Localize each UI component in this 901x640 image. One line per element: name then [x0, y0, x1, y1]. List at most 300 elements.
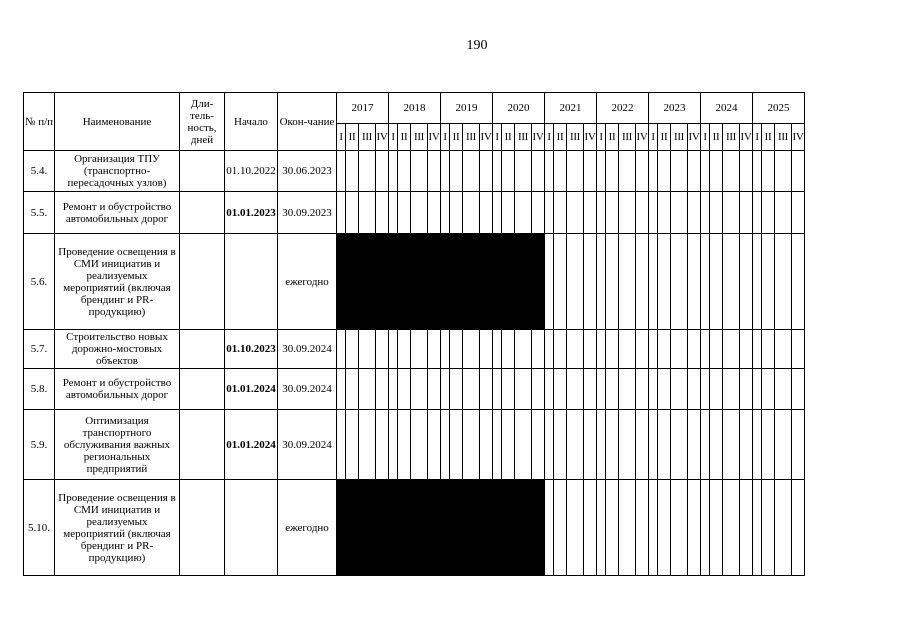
gantt-cell [606, 192, 619, 234]
quarter-header: I [441, 124, 450, 151]
gantt-cell [493, 330, 502, 369]
gantt-cell [762, 151, 775, 192]
gantt-cell [389, 410, 398, 480]
gantt-cell [636, 369, 649, 410]
row-duration [180, 192, 225, 234]
gantt-cell [753, 151, 762, 192]
gantt-cell [649, 369, 658, 410]
gantt-cell [337, 330, 346, 369]
gantt-cell [753, 410, 762, 480]
row-number: 5.6. [24, 234, 55, 330]
gantt-cell [688, 151, 701, 192]
quarter-header: IV [584, 124, 597, 151]
gantt-cell [502, 151, 515, 192]
gantt-cell [346, 369, 359, 410]
gantt-bar-cell [428, 234, 441, 330]
gantt-cell [545, 410, 554, 480]
gantt-cell [389, 330, 398, 369]
gantt-cell [398, 192, 411, 234]
gantt-cell [515, 151, 532, 192]
gantt-cell [554, 480, 567, 576]
gantt-cell [597, 330, 606, 369]
gantt-cell [428, 151, 441, 192]
gantt-cell [567, 192, 584, 234]
gantt-cell [502, 410, 515, 480]
gantt-cell [376, 151, 389, 192]
gantt-cell [606, 369, 619, 410]
gantt-cell [337, 369, 346, 410]
gantt-cell [597, 151, 606, 192]
quarter-header: III [567, 124, 584, 151]
gantt-cell [532, 330, 545, 369]
gantt-cell [545, 369, 554, 410]
row-end-date: 30.09.2023 [278, 192, 337, 234]
gantt-cell [723, 234, 740, 330]
table-row [24, 330, 805, 369]
gantt-cell [671, 410, 688, 480]
row-end-date: ежегодно [278, 234, 337, 330]
quarter-header: I [649, 124, 658, 151]
gantt-cell [710, 369, 723, 410]
gantt-bar-cell [480, 480, 493, 576]
quarter-header: III [619, 124, 636, 151]
gantt-cell [658, 369, 671, 410]
gantt-cell [762, 369, 775, 410]
quarter-header: IV [740, 124, 753, 151]
gantt-bar-cell [532, 234, 545, 330]
gantt-cell [658, 330, 671, 369]
gantt-cell [346, 410, 359, 480]
gantt-cell [428, 330, 441, 369]
gantt-bar-cell [428, 480, 441, 576]
gantt-bar-cell [411, 234, 428, 330]
row-number: 5.9. [24, 410, 55, 480]
page-number: 190 [466, 38, 488, 53]
gantt-bar-cell [346, 480, 359, 576]
gantt-cell [545, 330, 554, 369]
gantt-cell [792, 369, 805, 410]
gantt-cell [740, 192, 753, 234]
gantt-cell [502, 369, 515, 410]
gantt-cell [723, 330, 740, 369]
gantt-cell [658, 192, 671, 234]
quarter-header: II [606, 124, 619, 151]
quarter-header: II [762, 124, 775, 151]
header-start: Начало [225, 93, 278, 151]
gantt-cell [671, 234, 688, 330]
gantt-cell [480, 151, 493, 192]
table-row [24, 480, 805, 576]
gantt-cell [545, 192, 554, 234]
gantt-cell [606, 480, 619, 576]
quarter-header: II [346, 124, 359, 151]
gantt-cell [493, 151, 502, 192]
row-name: Ремонт и обустройство автомобильных дорог [55, 369, 180, 410]
gantt-cell [411, 151, 428, 192]
gantt-bar-cell [398, 234, 411, 330]
gantt-cell [671, 330, 688, 369]
gantt-cell [775, 151, 792, 192]
quarter-header: IV [688, 124, 701, 151]
gantt-cell [753, 330, 762, 369]
year-header: 2017 [337, 93, 389, 124]
gantt-cell [775, 410, 792, 480]
gantt-cell [649, 480, 658, 576]
gantt-bar-cell [376, 480, 389, 576]
gantt-cell [567, 330, 584, 369]
gantt-bar-cell [411, 480, 428, 576]
year-header: 2018 [389, 93, 441, 124]
gantt-cell [792, 410, 805, 480]
gantt-cell [389, 151, 398, 192]
gantt-cell [762, 192, 775, 234]
gantt-cell [359, 151, 376, 192]
gantt-cell [584, 330, 597, 369]
row-end-date: 30.06.2023 [278, 151, 337, 192]
gantt-cell [441, 369, 450, 410]
quarter-header: II [554, 124, 567, 151]
gantt-cell [658, 410, 671, 480]
gantt-cell [619, 480, 636, 576]
gantt-cell [723, 369, 740, 410]
gantt-cell [359, 369, 376, 410]
quarter-header: I [597, 124, 606, 151]
gantt-bar-cell [493, 480, 502, 576]
quarter-header: I [337, 124, 346, 151]
table-row [24, 410, 805, 480]
gantt-cell [649, 151, 658, 192]
gantt-cell [597, 234, 606, 330]
gantt-cell [710, 151, 723, 192]
gantt-cell [597, 480, 606, 576]
gantt-cell [606, 330, 619, 369]
gantt-cell [701, 480, 710, 576]
gantt-cell [337, 151, 346, 192]
gantt-cell [740, 410, 753, 480]
row-name: Ремонт и обустройство автомобильных дорог [55, 192, 180, 234]
gantt-cell [554, 369, 567, 410]
gantt-bar-cell [337, 234, 346, 330]
gantt-cell [671, 480, 688, 576]
quarter-header: III [723, 124, 740, 151]
gantt-cell [480, 330, 493, 369]
gantt-bar-cell [389, 234, 398, 330]
gantt-cell [337, 410, 346, 480]
row-duration [180, 234, 225, 330]
gantt-cell [710, 234, 723, 330]
gantt-cell [359, 192, 376, 234]
gantt-cell [740, 330, 753, 369]
gantt-cell [567, 410, 584, 480]
gantt-cell [584, 480, 597, 576]
year-header-row [24, 93, 805, 124]
year-header: 2022 [597, 93, 649, 124]
gantt-cell [359, 410, 376, 480]
gantt-cell [762, 410, 775, 480]
table-row [24, 369, 805, 410]
gantt-cell [411, 330, 428, 369]
header-duration: Дли-тель-ность, дней [180, 93, 225, 151]
row-name: Оптимизация транспортного обслуживания важных региональных предприятий [55, 410, 180, 480]
gantt-cell [710, 330, 723, 369]
gantt-cell [619, 192, 636, 234]
quarter-header: I [493, 124, 502, 151]
row-end-date: 30.09.2024 [278, 330, 337, 369]
gantt-bar-cell [398, 480, 411, 576]
gantt-cell [411, 369, 428, 410]
gantt-cell [753, 234, 762, 330]
gantt-cell [584, 369, 597, 410]
gantt-cell [688, 369, 701, 410]
gantt-cell [450, 410, 463, 480]
row-start-date: 01.01.2023 [225, 192, 278, 234]
gantt-cell [792, 234, 805, 330]
gantt-cell [515, 192, 532, 234]
quarter-header: IV [636, 124, 649, 151]
year-header: 2019 [441, 93, 493, 124]
gantt-cell [428, 192, 441, 234]
gantt-cell [723, 410, 740, 480]
gantt-cell [398, 330, 411, 369]
year-header: 2024 [701, 93, 753, 124]
row-name: Строительство новых дорожно-мостовых объектов [55, 330, 180, 369]
gantt-cell [619, 410, 636, 480]
gantt-cell [376, 369, 389, 410]
gantt-cell [701, 192, 710, 234]
gantt-table [23, 92, 805, 576]
quarter-header: IV [792, 124, 805, 151]
gantt-cell [389, 369, 398, 410]
gantt-cell [597, 192, 606, 234]
gantt-cell [762, 330, 775, 369]
header-end: Окон-чание [278, 93, 337, 151]
gantt-cell [463, 410, 480, 480]
row-start-date [225, 480, 278, 576]
gantt-cell [567, 480, 584, 576]
gantt-cell [649, 234, 658, 330]
gantt-cell [606, 410, 619, 480]
gantt-bar-cell [450, 480, 463, 576]
gantt-cell [411, 410, 428, 480]
gantt-cell [636, 151, 649, 192]
gantt-cell [584, 192, 597, 234]
row-duration [180, 410, 225, 480]
gantt-cell [740, 234, 753, 330]
gantt-bar-cell [463, 480, 480, 576]
gantt-cell [753, 369, 762, 410]
row-number: 5.5. [24, 192, 55, 234]
table-row [24, 151, 805, 192]
gantt-cell [480, 369, 493, 410]
gantt-cell [584, 151, 597, 192]
gantt-cell [701, 234, 710, 330]
gantt-cell [346, 192, 359, 234]
gantt-cell [502, 330, 515, 369]
gantt-cell [753, 192, 762, 234]
gantt-cell [450, 330, 463, 369]
quarter-header: IV [376, 124, 389, 151]
gantt-bar-cell [493, 234, 502, 330]
row-number: 5.4. [24, 151, 55, 192]
gantt-cell [567, 369, 584, 410]
gantt-cell [493, 410, 502, 480]
gantt-cell [493, 369, 502, 410]
row-name: Организация ТПУ (транспортно-пересадочных узлов) [55, 151, 180, 192]
year-header: 2025 [753, 93, 805, 124]
gantt-cell [567, 151, 584, 192]
row-duration [180, 330, 225, 369]
gantt-bar-cell [389, 480, 398, 576]
gantt-cell [428, 410, 441, 480]
gantt-cell [649, 410, 658, 480]
gantt-bar-cell [480, 234, 493, 330]
gantt-bar-cell [359, 234, 376, 330]
gantt-cell [532, 192, 545, 234]
gantt-bar-cell [450, 234, 463, 330]
gantt-cell [389, 192, 398, 234]
quarter-header: IV [480, 124, 493, 151]
gantt-cell [463, 192, 480, 234]
gantt-cell [450, 151, 463, 192]
gantt-cell [532, 369, 545, 410]
row-start-date: 01.01.2024 [225, 369, 278, 410]
gantt-cell [346, 151, 359, 192]
gantt-cell [658, 151, 671, 192]
gantt-cell [450, 369, 463, 410]
gantt-cell [376, 410, 389, 480]
quarter-header: IV [532, 124, 545, 151]
gantt-cell [502, 192, 515, 234]
gantt-cell [775, 480, 792, 576]
gantt-cell [740, 369, 753, 410]
gantt-cell [398, 410, 411, 480]
gantt-cell [619, 330, 636, 369]
gantt-cell [450, 192, 463, 234]
quarter-header: III [411, 124, 428, 151]
row-duration [180, 151, 225, 192]
quarter-header: III [671, 124, 688, 151]
gantt-cell [619, 234, 636, 330]
gantt-cell [688, 192, 701, 234]
gantt-cell [480, 410, 493, 480]
gantt-cell [554, 192, 567, 234]
gantt-cell [515, 410, 532, 480]
quarter-header: III [359, 124, 376, 151]
gantt-cell [619, 151, 636, 192]
year-header: 2020 [493, 93, 545, 124]
gantt-cell [493, 192, 502, 234]
gantt-cell [554, 234, 567, 330]
gantt-cell [701, 330, 710, 369]
gantt-bar-cell [532, 480, 545, 576]
gantt-cell [710, 480, 723, 576]
gantt-cell [441, 151, 450, 192]
gantt-cell [532, 151, 545, 192]
gantt-cell [636, 330, 649, 369]
row-duration [180, 369, 225, 410]
gantt-cell [710, 410, 723, 480]
gantt-cell [515, 330, 532, 369]
gantt-cell [636, 234, 649, 330]
gantt-cell [337, 192, 346, 234]
quarter-header: I [753, 124, 762, 151]
gantt-cell [671, 151, 688, 192]
row-start-date: 01.01.2024 [225, 410, 278, 480]
gantt-bar-cell [346, 234, 359, 330]
quarter-header: II [710, 124, 723, 151]
year-header: 2023 [649, 93, 701, 124]
gantt-cell [775, 330, 792, 369]
gantt-cell [775, 369, 792, 410]
gantt-cell [398, 369, 411, 410]
gantt-cell [762, 480, 775, 576]
row-end-date: 30.09.2024 [278, 369, 337, 410]
gantt-cell [701, 369, 710, 410]
gantt-cell [688, 234, 701, 330]
gantt-cell [346, 330, 359, 369]
gantt-cell [376, 192, 389, 234]
row-name: Проведение освещения в СМИ инициатив и реализуемых мероприятий (включая брендинг и PR-продукцию) [55, 480, 180, 576]
gantt-bar-cell [441, 234, 450, 330]
row-duration [180, 480, 225, 576]
quarter-header: IV [428, 124, 441, 151]
table-row [24, 192, 805, 234]
quarter-header: I [545, 124, 554, 151]
gantt-cell [792, 480, 805, 576]
gantt-cell [701, 151, 710, 192]
year-header: 2021 [545, 93, 597, 124]
row-end-date: 30.09.2024 [278, 410, 337, 480]
gantt-cell [619, 369, 636, 410]
header-name: Наименование [55, 93, 180, 151]
quarter-header: II [658, 124, 671, 151]
gantt-cell [398, 151, 411, 192]
gantt-cell [554, 330, 567, 369]
gantt-bar-cell [515, 234, 532, 330]
table-row [24, 234, 805, 330]
gantt-cell [441, 192, 450, 234]
gantt-cell [606, 234, 619, 330]
gantt-cell [597, 410, 606, 480]
quarter-header: III [775, 124, 792, 151]
quarter-header: I [389, 124, 398, 151]
gantt-cell [463, 369, 480, 410]
row-start-date [225, 234, 278, 330]
gantt-cell [688, 480, 701, 576]
gantt-cell [554, 151, 567, 192]
gantt-cell [636, 410, 649, 480]
gantt-cell [567, 234, 584, 330]
gantt-cell [740, 480, 753, 576]
gantt-cell [545, 480, 554, 576]
gantt-cell [671, 369, 688, 410]
gantt-bar-cell [359, 480, 376, 576]
gantt-bar-cell [441, 480, 450, 576]
gantt-cell [636, 480, 649, 576]
gantt-cell [532, 410, 545, 480]
quarter-header: III [515, 124, 532, 151]
gantt-cell [545, 234, 554, 330]
gantt-cell [649, 192, 658, 234]
gantt-cell [649, 330, 658, 369]
gantt-cell [463, 151, 480, 192]
row-number: 5.7. [24, 330, 55, 369]
row-end-date: ежегодно [278, 480, 337, 576]
row-number: 5.8. [24, 369, 55, 410]
quarter-header: II [502, 124, 515, 151]
gantt-cell [584, 234, 597, 330]
gantt-cell [376, 330, 389, 369]
